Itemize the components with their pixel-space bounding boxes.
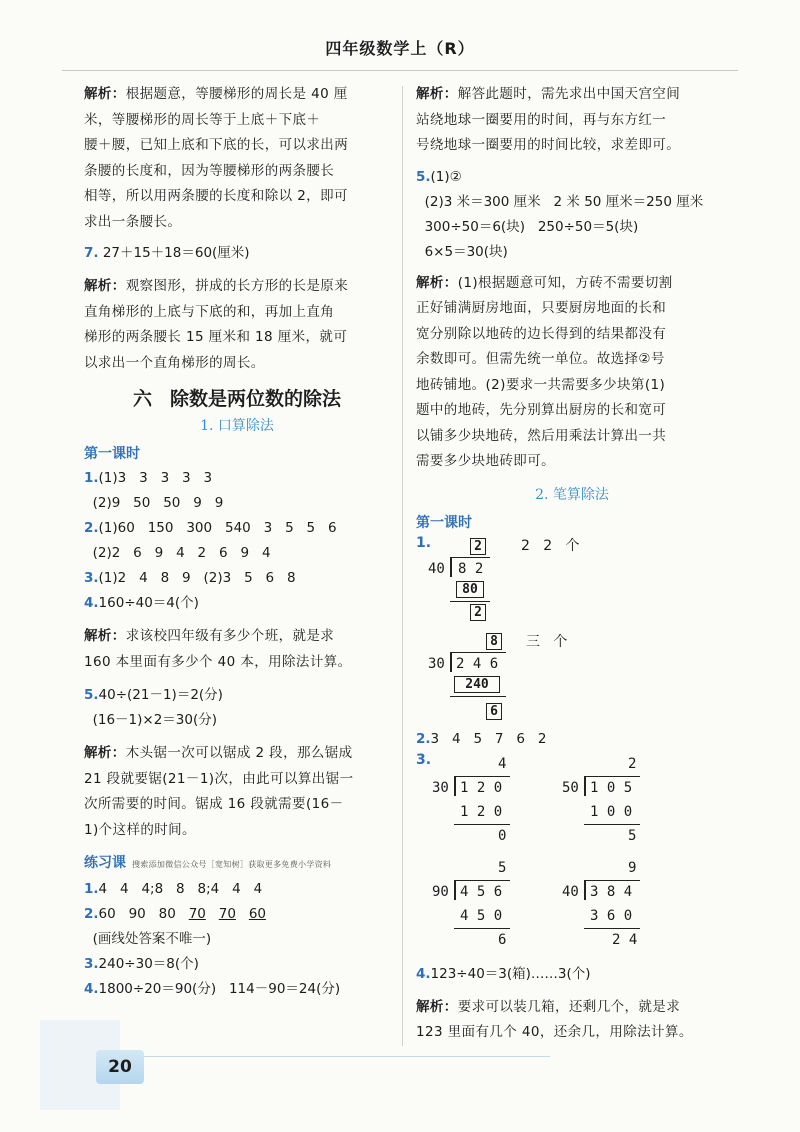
practice-question-2-note: (画线处答案不唯一): [84, 931, 212, 947]
right-column: [416, 82, 728, 1046]
analysis-text: 1)个这样的时间。: [84, 821, 196, 838]
page-header: [0, 0, 800, 62]
analysis-text: 求出一条腰长。: [84, 213, 182, 230]
divisor: 30: [428, 655, 445, 672]
product: 4 5 0: [460, 907, 503, 924]
column-divider: [402, 86, 403, 1046]
question-3-divisions: 3. 4 30 1 2 0 1 2 0 0 2 50 1 0 5 1 0 0 5 5 90 4 5 6 4 5 0 6 9 40 3 8 4 3 6 0 2 4: [416, 752, 728, 962]
divisor: 50: [562, 779, 579, 796]
practice-question-3: 3.240÷30＝8(个): [84, 956, 199, 972]
lesson-heading: 第一课时: [84, 446, 140, 462]
analysis-saw: [84, 741, 390, 843]
question-5-part-4: 6×5＝30(块): [416, 243, 508, 260]
practice-heading: 练习课: [84, 855, 126, 871]
section-heading: 1. 口算除法: [200, 418, 274, 434]
analysis-text: 地砖铺地。(2)要求一共需要多少块第(1): [416, 376, 666, 393]
analysis-text: 解析：解答此题时，需先求出中国天宫空间: [416, 86, 681, 102]
practice-question-4: 4.1800÷20＝90(分) 114－90＝24(分): [84, 981, 341, 997]
analysis-text: 以铺多少块地砖，然后用乘法计算出一共: [416, 427, 667, 444]
dividend: 4 5 6: [460, 883, 503, 900]
analysis-label: 解析：: [416, 998, 458, 1015]
practice-question-1: 1.4 4 4;8 8 8;4 4 4: [84, 881, 263, 897]
question-5-part-3: 300÷50＝6(块) 250÷50＝5(块): [416, 218, 639, 235]
analysis-text: 解析：要求可以装几箱，还剩几个，就是求: [416, 998, 681, 1015]
quotient: 4: [498, 755, 507, 772]
remainder-box: 2: [470, 604, 486, 621]
analysis-text: 以求出一个直角梯形的周长。: [84, 354, 265, 371]
question-5: 5.(1)②: [416, 168, 462, 185]
analysis-text: 条腰的长度和，因为等腰梯形的两条腰长: [84, 162, 335, 179]
remainder: 6: [498, 931, 507, 948]
section-heading: 2. 笔算除法: [535, 486, 609, 503]
question-1: 1.(1)3 3 3 3 3: [84, 470, 213, 486]
analysis-text: 宽分别除以地砖的边长得到的结果都没有: [416, 325, 667, 342]
analysis-text: 直角梯形的上底与下底的和，再加上直角: [84, 303, 335, 320]
analysis-space-station: [416, 82, 728, 159]
question-1-part-2: (2)9 50 50 9 9: [84, 495, 224, 511]
question-4: 4.123÷40＝3(箱)……3(个): [416, 965, 591, 982]
left-column: [84, 82, 390, 1002]
chapter-title: 除数是两位数的除法: [170, 388, 342, 410]
quotient: 2: [628, 755, 637, 772]
analysis-text: 次所需要的时间。锯成 16 段就需要(16－: [84, 796, 344, 812]
analysis-boxes: [416, 995, 728, 1046]
analysis-perimeter-isosceles: 解析：根据题意，等腰梯形的周长是 40 厘 米，等腰梯形的周长等于上底＋下底＋ 腰＋腰，已知上底和下底的长，可以求出两 条腰的长度和，因为等腰梯形的两条腰长 相等，所以用两条腰的长度和除以 2，即可 求出一条腰长。: [84, 82, 390, 235]
remainder: 2 4: [612, 931, 638, 948]
book-title: 四年级数学上（R）: [325, 39, 475, 58]
analysis-label: 解析：: [84, 86, 126, 102]
analysis-text: 正好铺满厨房地面，只要厨房地面的长和: [416, 300, 667, 316]
question-7: [84, 241, 390, 266]
quotient: 9: [628, 859, 637, 876]
analysis-text: 解析：(1)根据题意可知，方砖不需要切割: [416, 274, 673, 291]
dividend: 1 2 0: [460, 779, 503, 796]
product-box: 240: [454, 676, 500, 693]
question-2: 2.3 4 5 7 6 2: [416, 730, 547, 747]
analysis-text: 腰＋腰，已知上底和下底的长，可以求出两: [84, 137, 349, 153]
quotient: 5: [498, 859, 507, 876]
dividend: 8 2: [458, 560, 484, 577]
dividend: 3 8 4: [590, 883, 633, 900]
lesson-heading: 第一课时: [416, 514, 472, 531]
divisor: 40: [562, 883, 579, 900]
analysis-label: 解析：: [84, 628, 126, 644]
header-rule: [62, 70, 738, 71]
chapter-heading: [84, 384, 390, 414]
analysis-tiles: [416, 271, 728, 475]
remainder: 5: [628, 827, 637, 844]
divisor: 90: [432, 883, 449, 900]
question-5-part-2: (2)3 米＝300 厘米 2 米 50 厘米＝250 厘米: [416, 193, 704, 210]
analysis-text: 需要多少块地砖即可。: [416, 453, 555, 469]
analysis-text: 梯形的两条腰长 15 厘米和 18 厘米，就可: [84, 329, 348, 345]
question-3: 3.(1)2 4 8 9 (2)3 5 6 8: [84, 570, 296, 586]
analysis-text: 123 里面有几个 40，还余几，用除法计算。: [416, 1024, 693, 1040]
product: 3 6 0: [590, 907, 633, 924]
practice-heading-row: [84, 851, 390, 877]
practice-question-2: 2.60 90 80 70 70 60: [84, 906, 266, 922]
analysis-text: 160 本里面有多少个 40 本，用除法计算。: [84, 653, 352, 670]
analysis-text: 解析：求该校四年级有多少个班，就是求: [84, 628, 335, 644]
divisor: 30: [432, 779, 449, 796]
analysis-text: 号绕地球一圈要用的时间比较，求差即可。: [416, 137, 681, 153]
footer-rule: [140, 1056, 550, 1057]
question-2-part-2: (2)2 6 9 4 2 6 9 4: [84, 545, 271, 561]
remainder-box: 6: [486, 703, 502, 720]
remainder: 0: [498, 827, 507, 844]
dividend: 2 4 6: [456, 655, 499, 672]
question-4: 4.160÷40＝4(个): [84, 595, 199, 611]
analysis-classes: [84, 624, 390, 675]
analysis-text: 余数即可。但需先统一单位。故选择②号: [416, 351, 665, 367]
watermark-text: 搜索添加微信公众号［宽知树］获取更多免费小学资料: [132, 860, 332, 869]
question-number: 7.: [84, 245, 99, 261]
question-2: 2.(1)60 150 300 540 3 5 5 6: [84, 520, 337, 536]
analysis-text: 站绕地球一圈要用的时间，再与东方红一: [416, 111, 667, 128]
analysis-text: 相等，所以用两条腰的长度和除以 2，即可: [84, 188, 348, 204]
answer-text: 27＋15＋18＝60(厘米): [98, 245, 250, 261]
analysis-text: 21 段就要锯(21－1)次，由此可以算出锯一: [84, 770, 354, 787]
quotient-box: 2: [470, 538, 486, 555]
question-5: 5.40÷(21－1)＝2(分): [84, 687, 223, 703]
analysis-label: 解析：: [84, 278, 126, 294]
analysis-text: 解析：观察图形，拼成的长方形的长是原来: [84, 278, 349, 294]
question-5-part-2: (16－1)×2＝30(分): [84, 712, 217, 728]
question-1-divisions: 1. 2 2 2 个 40 8 2 80 2 8 三 个 30 2 4 6 240: [416, 535, 728, 703]
dividend: 1 0 5: [590, 779, 633, 796]
answer-text: 2 2 个: [521, 537, 580, 554]
analysis-label: 解析：: [416, 86, 458, 102]
analysis-text: 题中的地砖，先分别算出厨房的长和宽可: [416, 402, 667, 418]
analysis-right-trapezoid: [84, 274, 390, 376]
chapter-number: 六: [132, 388, 152, 410]
product: 1 0 0: [590, 803, 633, 820]
analysis-label: 解析：: [84, 745, 126, 761]
quotient-box: 8: [486, 633, 502, 650]
analysis-text: 解析：木头锯一次可以锯成 2 段，那么锯成: [84, 745, 353, 761]
page-number: 20: [96, 1050, 144, 1084]
analysis-label: 解析：: [416, 274, 458, 291]
analysis-text: 米，等腰梯形的周长等于上底＋下底＋: [84, 111, 321, 128]
answer-text: 三 个: [526, 633, 568, 650]
product: 1 2 0: [460, 803, 503, 820]
divisor: 40: [428, 560, 445, 577]
product-box: 80: [456, 581, 484, 598]
